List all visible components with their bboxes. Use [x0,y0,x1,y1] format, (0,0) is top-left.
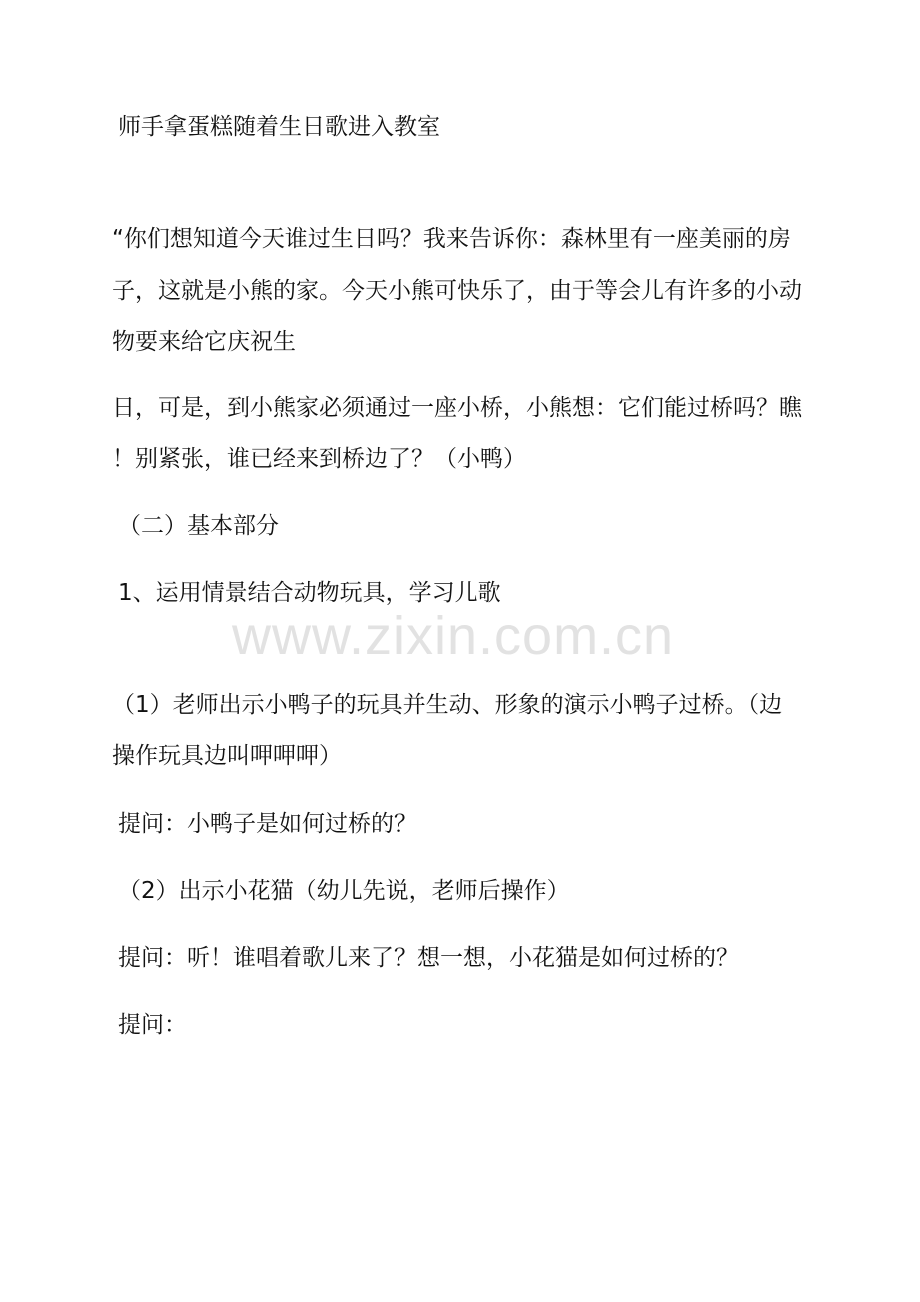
text-line-story-2: 子，这就是小熊的家。今天小熊可快乐了，由于等会儿有许多的小动 [112,278,802,304]
question-line-3: 提问： [118,1012,187,1038]
text-line-story-4: 日，可是，到小熊家必须通过一座小桥，小熊想：它们能过桥吗？瞧 [112,395,802,421]
text-line-story-3: 物要来给它庆祝生 [112,329,296,355]
question-line-2: 提问：听！谁唱着歌儿来了？想一想，小花猫是如何过桥的？ [118,945,739,971]
text-line-intro: 师手拿蛋糕随着生日歌进入教室 [118,114,440,140]
text-line-step-2: （2）出示小花猫（幼儿先说，老师后操作） [118,878,570,904]
question-line-1: 提问：小鸭子是如何过桥的？ [118,811,417,837]
text-line-step-1b: 操作玩具边叫呷呷呷） [112,743,342,769]
watermark: www.zixin.com.cn [232,606,675,666]
text-line-step-1a: （1）老师出示小鸭子的玩具并生动、形象的演示小鸭子过桥。（边 [112,692,783,718]
subsection-heading-1: 1、运用情景结合动物玩具，学习儿歌 [118,580,501,606]
text-line-story-1: “你们想知道今天谁过生日吗？我来告诉你：森林里有一座美丽的房 [112,226,791,252]
section-heading-basic: （二）基本部分 [118,513,279,539]
text-line-story-5: ！别紧张，谁已经来到桥边了？（小鸭） [112,446,526,472]
